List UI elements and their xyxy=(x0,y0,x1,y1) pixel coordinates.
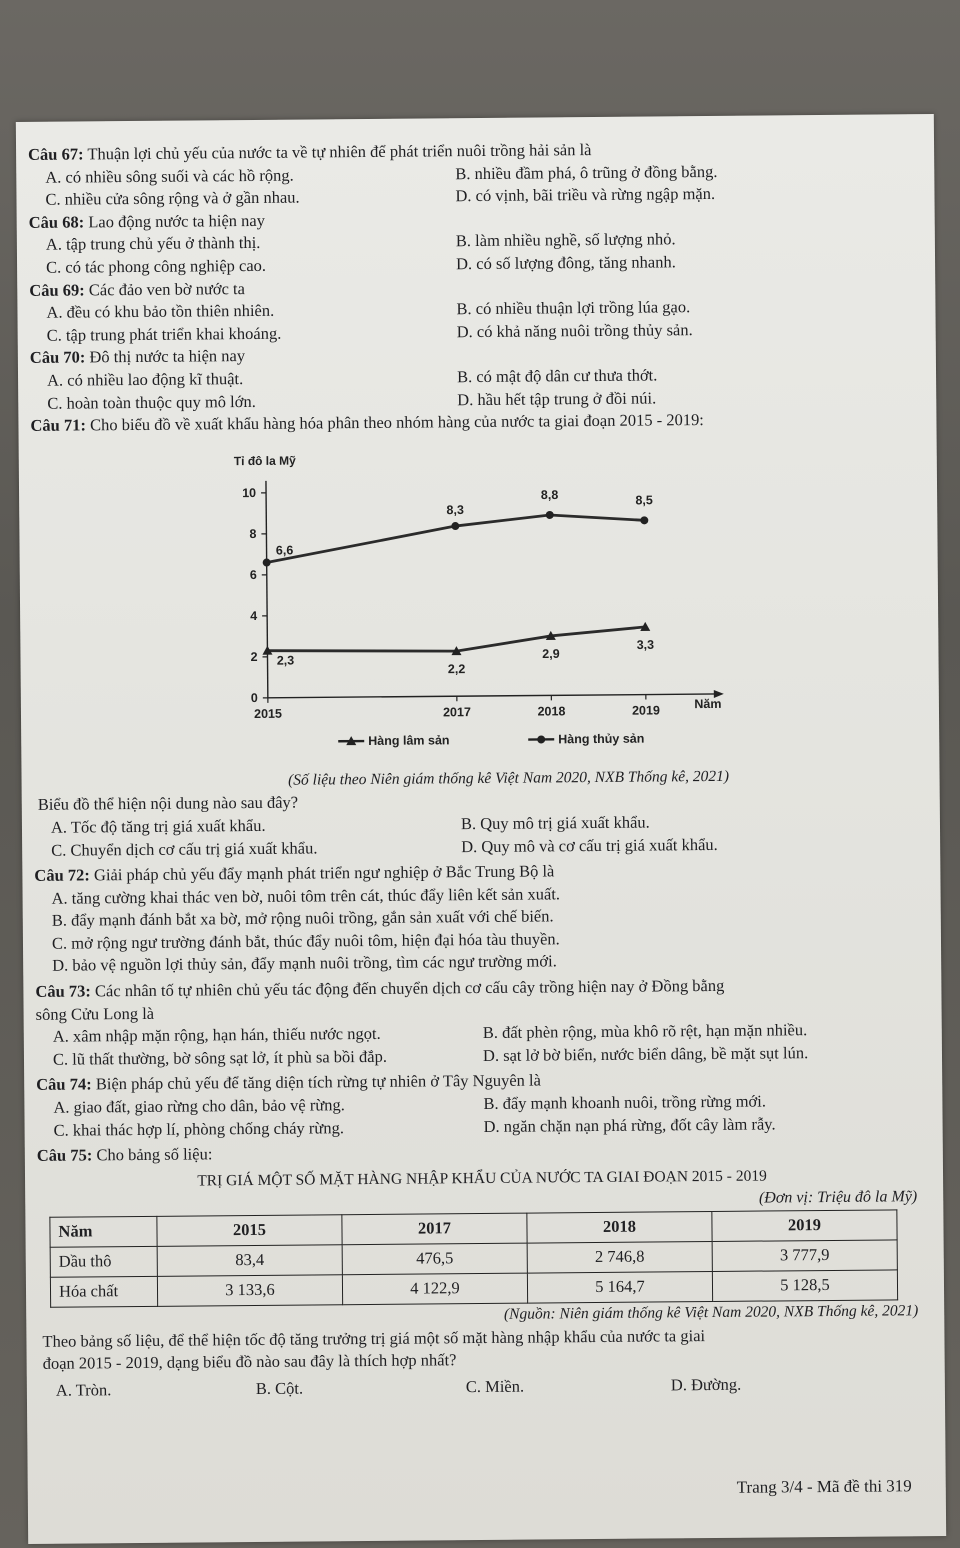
table-header-cell: 2019 xyxy=(712,1210,897,1242)
question-label: Câu 74: xyxy=(36,1074,92,1095)
import-value-table xyxy=(49,1209,898,1307)
option-d[interactable]: D. sạt lở bờ biển, nước biển dâng, bề mặt sụt lún. xyxy=(482,1042,809,1065)
question-label: Câu 68: xyxy=(28,212,85,232)
y-tick-label: 8 xyxy=(249,526,257,541)
option-c[interactable]: C. Miền. xyxy=(465,1376,525,1396)
question-label: Câu 75: xyxy=(36,1145,93,1166)
option-d[interactable]: D. có vịnh, bãi triều và rừng ngập mặn. xyxy=(455,184,716,206)
option-c[interactable]: C. hoàn toàn thuộc quy mô lớn. xyxy=(47,391,256,413)
option-c[interactable]: C. Chuyển dịch cơ cấu trị giá xuất khẩu. xyxy=(51,837,318,860)
y-tick-label: 4 xyxy=(250,608,258,623)
option-a[interactable]: A. Tròn. xyxy=(55,1380,112,1400)
table-cell: 5 164,7 xyxy=(527,1271,712,1303)
question-text: Các nhân tố tự nhiên chủ yếu tác động đến chuyển dịch cơ cấu cây trồng hiện nay ở Đồng bằng xyxy=(94,975,725,1001)
question-text: Cho bảng số liệu: xyxy=(96,1144,213,1165)
table-header-cell: 2015 xyxy=(157,1215,342,1247)
question-text: Đô thị nước ta hiện nay xyxy=(89,346,246,367)
chart-svg xyxy=(181,435,744,760)
y-tick-label: 10 xyxy=(242,485,257,500)
data-label: 3,3 xyxy=(636,637,655,652)
table-cell: Hóa chất xyxy=(50,1276,157,1307)
y-axis-title: Tỉ đô la Mỹ xyxy=(233,453,296,468)
data-label: 6,6 xyxy=(275,543,294,558)
x-axis-title: Năm xyxy=(694,696,722,711)
option-b[interactable]: B. đẩy mạnh đánh bắt xa bờ, mở rộng nuôi trồng, gắn sản xuất với chế biến. xyxy=(51,906,554,931)
x-tick-label: 2017 xyxy=(443,704,471,720)
x-tick-label: 2019 xyxy=(632,703,660,718)
option-a[interactable]: A. tập trung chủ yếu ở thành thị. xyxy=(45,233,261,255)
question-text: Lao động nước ta hiện nay xyxy=(88,210,266,232)
legend-marker-circle xyxy=(537,735,545,743)
y-tick-label: 0 xyxy=(250,690,258,705)
option-c[interactable]: C. tập trung phát triển khai khoáng. xyxy=(46,323,282,345)
table-unit: (Đơn vị: Triệu đô la Mỹ) xyxy=(758,1188,918,1207)
option-d[interactable]: D. Quy mô và cơ cấu trị giá xuất khẩu. xyxy=(461,834,718,856)
export-line-chart xyxy=(31,434,924,772)
series-line-circle xyxy=(266,514,644,562)
question-text: Các đảo ven bờ nước ta xyxy=(88,278,246,299)
table-cell: 476,5 xyxy=(342,1243,527,1275)
data-point-circle xyxy=(263,558,271,566)
question-text: Thuận lợi chủ yếu của nước ta về tự nhiên để phát triển nuôi trồng hải sản là xyxy=(87,140,592,164)
question-label: Câu 67: xyxy=(28,144,84,164)
table-cell: 3 777,9 xyxy=(712,1240,897,1272)
option-d[interactable]: D. bảo vệ nguồn lợi thủy sản, đẩy mạnh nuôi trồng, tìm các ngư trường mới. xyxy=(52,951,557,976)
option-c[interactable]: C. lũ thất thường, bờ sông sạt lở, ít phù sa bồi đắp. xyxy=(52,1046,388,1069)
option-c[interactable]: C. mở rộng ngư trường đánh bắt, thúc đẩy nuôi tôm, hiện đại hóa tàu thuyền. xyxy=(51,929,560,953)
option-a[interactable]: A. tăng cường khai thác ven bờ, nuôi tôm trên cát, thúc đẩy liên kết sản xuất. xyxy=(51,884,561,908)
options-row xyxy=(39,1372,929,1402)
option-b[interactable]: B. làm nhiều nghề, số lượng nhỏ. xyxy=(455,229,676,251)
data-point-circle xyxy=(451,522,459,530)
data-label: 2,3 xyxy=(276,653,295,668)
option-b[interactable]: B. đẩy mạnh khoanh nuôi, trồng rừng mới. xyxy=(483,1091,767,1114)
x-tick-label: 2018 xyxy=(537,703,566,719)
option-d[interactable]: D. hầu hết tập trung ở đồi núi. xyxy=(457,387,657,409)
x-axis xyxy=(268,694,718,698)
option-c[interactable]: C. khai thác hợp lí, phòng chống cháy rừng. xyxy=(53,1117,345,1140)
option-d[interactable]: D. có số lượng đông, tăng nhanh. xyxy=(455,252,676,274)
table-header-cell: 2017 xyxy=(342,1213,527,1245)
question-text: Cho biểu đồ về xuất khẩu hàng hóa phân theo nhóm hàng của nước ta giai đoạn 2015 - 2019: xyxy=(89,410,704,435)
question-text: Giải pháp chủ yếu đẩy mạnh phát triển ngư nghiệp ở Bắc Trung Bộ là xyxy=(93,861,555,885)
table-source: (Nguồn: Niên giám thống kê Việt Nam 2020, NXB Thống kê, 2021) xyxy=(503,1302,919,1323)
table-cell: 5 128,5 xyxy=(712,1270,897,1302)
table-cell: 83,4 xyxy=(157,1245,342,1277)
table-header-cell: Năm xyxy=(50,1216,157,1247)
option-b[interactable]: B. đất phèn rộng, mùa khô rõ rệt, hạn mặn nhiều. xyxy=(482,1020,808,1043)
option-d[interactable]: D. Đường. xyxy=(670,1374,742,1395)
option-b[interactable]: B. có mật độ dân cư thưa thớt. xyxy=(456,365,658,387)
exam-page xyxy=(16,114,946,1544)
option-c[interactable]: C. có tác phong công nghiệp cao. xyxy=(45,255,267,277)
option-a[interactable]: A. có nhiều sông suối và các hồ rộng. xyxy=(45,165,294,187)
question-label: Câu 71: xyxy=(30,415,87,436)
table-cell: 3 133,6 xyxy=(157,1275,342,1307)
data-label: 2,2 xyxy=(447,661,466,676)
option-b[interactable]: B. Quy mô trị giá xuất khẩu. xyxy=(460,812,650,834)
option-a[interactable]: A. xâm nhập mặn rộng, hạn hán, thiếu nước ngọt. xyxy=(52,1024,381,1046)
option-a[interactable]: A. có nhiều lao động kĩ thuật. xyxy=(46,368,244,390)
question-prompt: Theo bảng số liệu, để thể hiện tốc độ tăng trưởng trị giá một số mặt hàng nhập khẩu của nước ta giai xyxy=(42,1325,706,1351)
question-prompt-continued: đoạn 2015 - 2019, dạng biểu đồ nào sau đây là thích hợp nhất? xyxy=(42,1350,457,1374)
table-header-cell: 2018 xyxy=(527,1212,712,1244)
question-label: Câu 73: xyxy=(35,981,91,1001)
table-title: TRỊ GIÁ MỘT SỐ MẶT HÀNG NHẬP KHẨU CỦA NƯỚC TA GIAI ĐOẠN 2015 - 2019 xyxy=(197,1167,767,1190)
question-label: Câu 72: xyxy=(34,865,90,885)
option-a[interactable]: A. giao đất, giao rừng cho dân, bảo vệ rừng. xyxy=(53,1095,345,1117)
option-a[interactable]: A. đều có khu bảo tồn thiên nhiên. xyxy=(46,300,275,322)
y-tick-label: 6 xyxy=(249,567,257,582)
option-b[interactable]: B. có nhiều thuận lợi trồng lúa gạo. xyxy=(456,297,691,319)
question-label: Câu 70: xyxy=(29,347,86,368)
data-label: 8,8 xyxy=(540,487,559,502)
question-label: Câu 69: xyxy=(29,280,85,300)
question-text: Biện pháp chủ yếu để tăng diện tích rừng tự nhiên ở Tây Nguyên là xyxy=(95,1070,541,1094)
question-75 xyxy=(37,1137,927,1167)
table-cell: 4 122,9 xyxy=(342,1273,527,1305)
data-label: 8,5 xyxy=(635,492,653,508)
option-a[interactable]: A. Tốc độ tăng trị giá xuất khẩu. xyxy=(50,815,266,837)
table-cell: 2 746,8 xyxy=(527,1241,712,1273)
x-tick-label: 2015 xyxy=(254,706,282,721)
table-cell: Dầu thô xyxy=(50,1246,157,1277)
data-point-circle xyxy=(546,511,554,519)
question-prompt: Biểu đồ thể hiện nội dung nào sau đây? xyxy=(37,792,299,815)
data-point-circle xyxy=(640,516,648,524)
option-c[interactable]: C. nhiều cửa sông rộng và ở gần nhau. xyxy=(45,187,300,209)
option-d[interactable]: D. có khả năng nuôi trồng thủy sản. xyxy=(456,319,693,341)
legend-label: Hàng lâm sản xyxy=(368,732,450,748)
legend-label: Hàng thủy sản xyxy=(558,731,645,747)
option-b[interactable]: B. Cột. xyxy=(255,1378,304,1398)
question-text-continued: sông Cửu Long là xyxy=(35,1003,155,1024)
option-b[interactable]: B. nhiều đầm phá, ô trũng ở đồng bằng. xyxy=(455,161,718,183)
data-label: 2,9 xyxy=(542,646,560,661)
page-footer: Trang 3/4 - Mã đề thi 319 xyxy=(736,1476,912,1497)
exam-content xyxy=(28,136,929,1402)
option-d[interactable]: D. ngăn chặn nạn phá rừng, đốt cây làm rẫy. xyxy=(483,1114,776,1136)
y-axis xyxy=(266,481,268,698)
y-tick-label: 2 xyxy=(250,649,258,664)
data-label: 8,3 xyxy=(446,502,464,517)
chart-source-caption: (Số liệu theo Niên giám thống kê Việt Nam 2020, NXB Thống kê, 2021) xyxy=(288,767,730,789)
